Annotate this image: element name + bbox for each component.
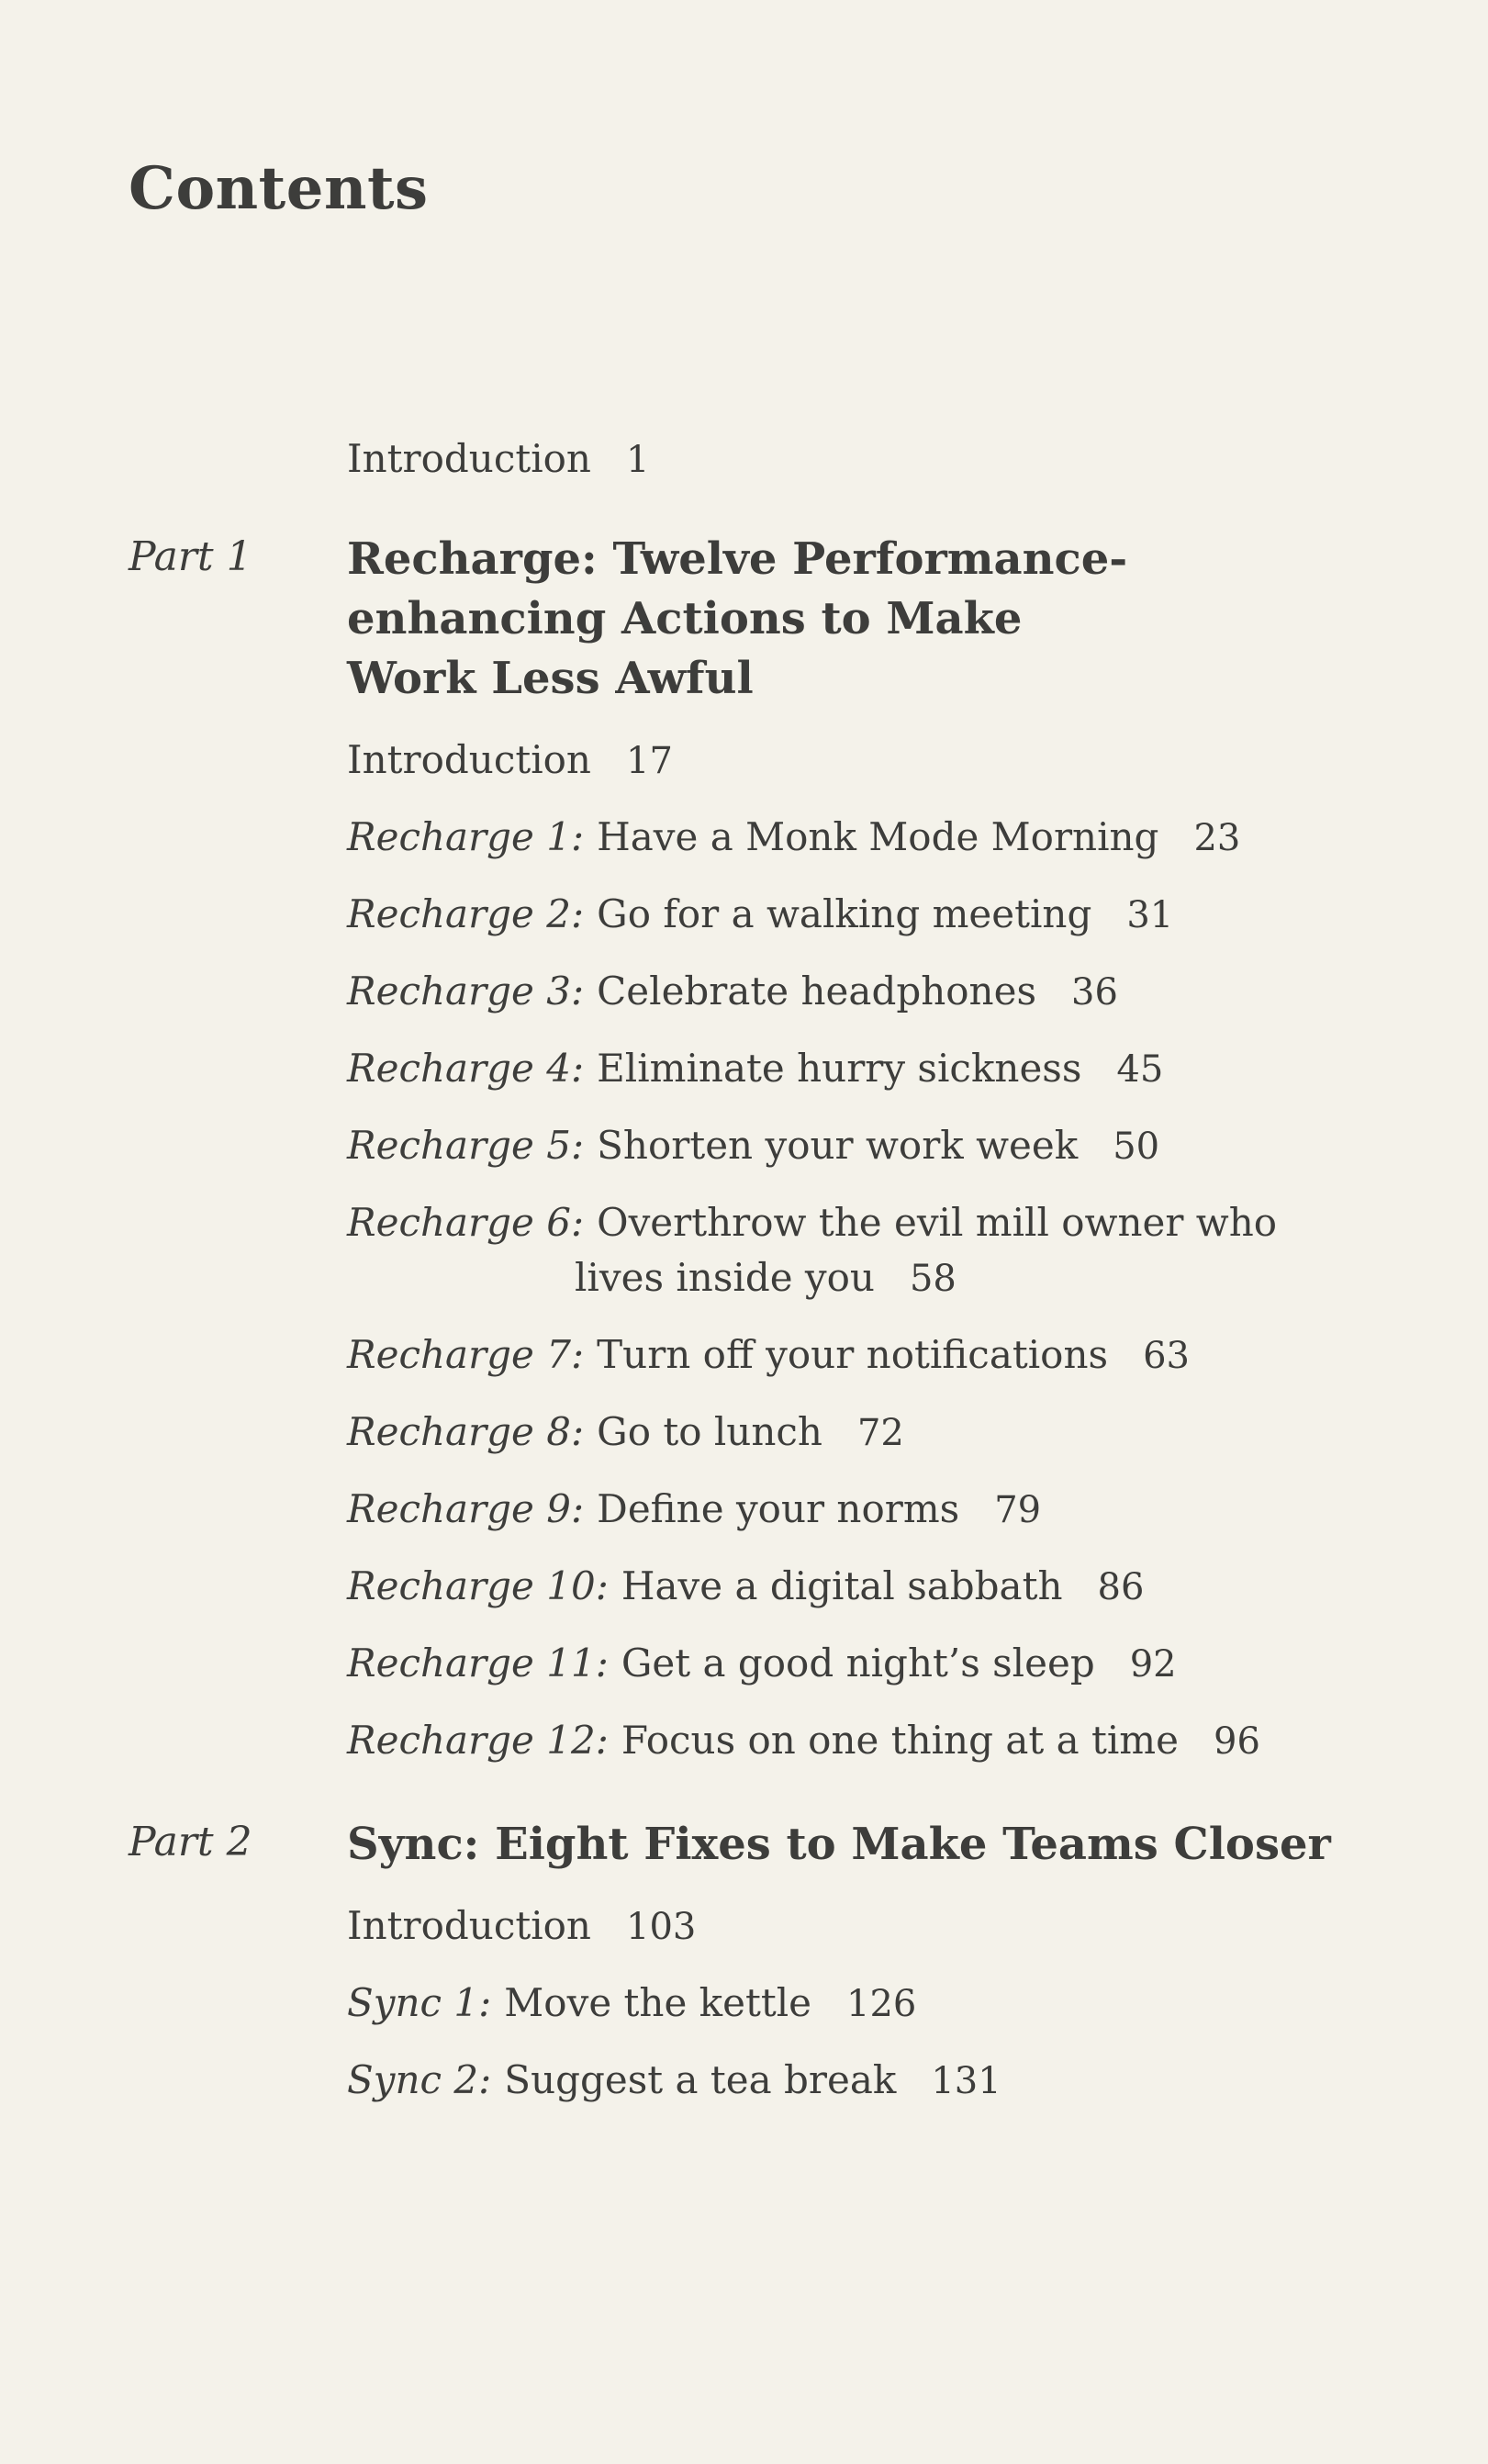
entry-label: Recharge 11: [347, 1641, 609, 1686]
entry-title-continued [347, 1250, 1302, 1306]
entry-page-number: 72 [856, 1412, 904, 1454]
toc-entry-part1-introduction [347, 733, 1414, 789]
toc-entry-introduction [347, 431, 1414, 487]
entry-page-number: 58 [909, 1258, 957, 1300]
entry-label: Recharge 12: [347, 1718, 609, 1763]
entry-title: Define your norms [597, 1486, 960, 1531]
entry-page-number: 1 [626, 439, 650, 481]
part-2-section [129, 1815, 1414, 1875]
entry-page-number: 96 [1214, 1720, 1260, 1763]
entry-label: Recharge 8: [347, 1409, 585, 1454]
entry-title: Move the kettle [504, 1980, 812, 2025]
entry-title: Go to lunch [597, 1409, 822, 1454]
toc-entry [347, 1713, 1414, 1769]
table-of-contents [129, 431, 1414, 2109]
entry-page-number: 92 [1129, 1643, 1177, 1686]
entry-label: Recharge 6: [347, 1200, 585, 1245]
entry-page-number: 86 [1097, 1566, 1145, 1608]
entry-label: Recharge 3: [347, 969, 585, 1014]
entry-label: Recharge 10: [347, 1563, 609, 1608]
entry-title: Turn off your notifications [597, 1332, 1109, 1377]
toc-entry [347, 1195, 1302, 1306]
entry-title: Focus on one thing at a time [621, 1718, 1179, 1763]
toc-entry [347, 810, 1414, 866]
entry-label: Recharge 4: [347, 1046, 585, 1091]
toc-entry [347, 1041, 1414, 1097]
entry-title: Suggest a tea break [504, 2057, 897, 2102]
entry-page-number: 31 [1126, 894, 1174, 936]
entry-page-number: 126 [846, 1983, 917, 2025]
toc-entry [347, 1636, 1414, 1692]
entry-title: Overthrow the evil mill owner who [597, 1200, 1278, 1245]
page-title: Contents [129, 154, 429, 223]
toc-entry [347, 1482, 1414, 1538]
entry-title: Have a digital sabbath [621, 1563, 1063, 1608]
entry-page-number: 131 [931, 2060, 1001, 2102]
entry-title: Celebrate headphones [597, 969, 1037, 1014]
part-1-section [129, 530, 1414, 709]
entry-title: Go for a walking meeting [597, 891, 1092, 936]
entry-label: Recharge 1: [347, 814, 585, 859]
entry-label: Recharge 9: [347, 1486, 585, 1531]
toc-entry [347, 1118, 1414, 1174]
part-title: Recharge: Twelve Performance-enhancing Actions to Make Work Less Awful [347, 533, 1128, 704]
toc-entry [347, 1405, 1414, 1461]
entry-label: Sync 1: [347, 1980, 492, 2025]
entry-page-number: 17 [626, 740, 673, 782]
entry-page-number: 50 [1113, 1126, 1160, 1168]
entry-title: Introduction [347, 737, 591, 782]
entry-title: Eliminate hurry sickness [597, 1046, 1082, 1091]
entry-page-number: 45 [1116, 1048, 1164, 1091]
entry-page-number: 36 [1071, 971, 1118, 1014]
entry-page-number: 79 [994, 1489, 1042, 1531]
entry-label: Recharge 2: [347, 891, 585, 936]
toc-entry [347, 964, 1414, 1020]
part-label: Part 2 [129, 1819, 252, 1865]
toc-entry-part2-introduction [347, 1898, 1414, 1954]
toc-entry [347, 1327, 1414, 1383]
part-label: Part 1 [129, 533, 252, 580]
toc-entry [347, 2053, 1414, 2109]
entry-label: Recharge 5: [347, 1123, 585, 1168]
entry-label: Sync 2: [347, 2057, 492, 2102]
entry-title: Have a Monk Mode Morning [597, 814, 1159, 859]
part-title: Sync: Eight Fixes to Make Teams Closer [347, 1819, 1331, 1870]
entry-title: Shorten your work week [597, 1123, 1079, 1168]
entry-title-line-2: lives inside you [575, 1255, 875, 1300]
entry-page-number: 103 [626, 1906, 697, 1948]
toc-entry [347, 1976, 1414, 2032]
entry-title: Introduction [347, 436, 591, 481]
entry-title: Get a good night’s sleep [621, 1641, 1095, 1686]
toc-entry [347, 1559, 1414, 1615]
toc-entry [347, 887, 1414, 943]
entry-page-number: 63 [1143, 1335, 1190, 1377]
entry-label: Recharge 7: [347, 1332, 585, 1377]
entry-page-number: 23 [1193, 817, 1241, 859]
entry-title: Introduction [347, 1903, 591, 1948]
